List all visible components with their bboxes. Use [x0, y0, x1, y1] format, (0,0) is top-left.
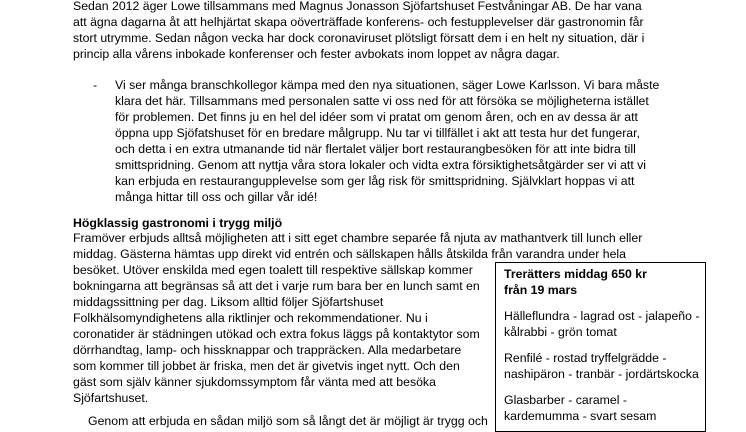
intro-line: princip alla vårens inbokade konferenser och fester avbokats inom loppet av några dagar. [73, 47, 560, 61]
body-line-cut: Genom att erbjuda en sådan miljö som så långt det är möjligt är trygg och [88, 414, 488, 428]
quote-line: och detta i en extra utmanande tid när flertalet väljer bort restaurangbesöken för att inte bidra till [115, 142, 636, 156]
section-heading: Högklassig gastronomi i trygg miljö [73, 216, 283, 230]
quote-line: klara det här. Tillsammans med personalen satte vi oss ned för att försöka se möjligheterna istället [115, 94, 649, 108]
menu-course-2: nashipäron - tranbär - jordärtskocka [504, 367, 699, 381]
body-line: dörrhandtag, lamp- och hissknappar och trappräcken. Alla medarbetare [73, 343, 462, 357]
menu-course-3: Glasbarber - caramel - [504, 393, 628, 407]
quote-line: Vi ser många branschkollegor kämpa med den nya situationen, säger Lowe Karlsson. Vi bara måste [115, 78, 660, 92]
menu-course-2: Renfilé - rostad tryffelgrädde - [504, 351, 667, 365]
menu-course-1: kålrabbi - grön tomat [504, 325, 617, 339]
menu-subtitle: från 19 mars [504, 283, 578, 297]
body-line: Framöver erbjuds alltså möjligheten att i sitt eget chambre separée få njuta av mathantverk till lunch eller [73, 231, 643, 245]
quote-line: smittspridning. Genom att nyttja våra stora lokaler och vidta extra försiktighetsåtgärder ser vi att vi [115, 158, 647, 172]
quote-line: för problemen. Det finns ju en hel del idéer som vi pratat om genom åren, och en av dessa är att [115, 110, 638, 124]
menu-title: Trerätters middag 650 kr [504, 267, 647, 281]
body-line: middag. Gästerna hämtas upp direkt vid entrén och sällskapen hålls åtskilda från varandra under hela [73, 247, 626, 261]
quote-line: många hittar till oss och gillar vår idé! [115, 190, 318, 204]
menu-course-1: Hälleflundra - lagrad ost - jalapeño - [504, 309, 700, 323]
body-line: besöket. Utöver enskilda med egen toalett till respektive sällskap kommer [73, 263, 473, 277]
menu-course-3: kardemumma - svart sesam [504, 409, 657, 423]
body-line: middagssittning per dag. Liksom alltid följer Sjöfartshuset [73, 295, 384, 309]
body-line: bokningarna att begränsas så att det i varje rum bara ber en lunch samt en [73, 279, 480, 293]
quote-dash: - [93, 78, 98, 92]
body-line: gäst som själv känner sjukdomssymptom får vänta med att besöka [73, 375, 436, 389]
intro-line: att ägna dagarna åt att helhjärtat skapa oöverträffade konferens- och festupplevelser där gastronomin får [73, 15, 644, 29]
intro-line: Sedan 2012 äger Lowe tillsammans med Magnus Jonasson Sjöfartshuset Festvåningar AB. De har vana [73, 0, 642, 13]
body-line: Sjöfartshuset. [73, 391, 149, 405]
menu-box [495, 262, 706, 432]
body-line: coronatider är städningen utökad och extra fokus läggs på kontaktytor som [73, 327, 480, 341]
quote-line: öppna upp Sjöfatshuset för en bredare målgrupp. Nu tar vi tillfället i akt att testa hur det fungerar, [115, 126, 640, 140]
body-line: Folkhälsomyndighetens alla riktlinjer och rekommendationer. Nu i [73, 311, 428, 325]
body-line: som kommer till jobbet är friska, men det är givetvis inget nytt. Och den [73, 359, 460, 373]
intro-line: stort utrymme. Sedan någon vecka har dock coronaviruset plötsligt försatt dem i en helt ny situation, där i [73, 31, 645, 45]
quote-line: kan erbjuda en restaurangupplevelse som ger låg risk för smittspridning. Självklart hoppas vi att [115, 174, 635, 188]
